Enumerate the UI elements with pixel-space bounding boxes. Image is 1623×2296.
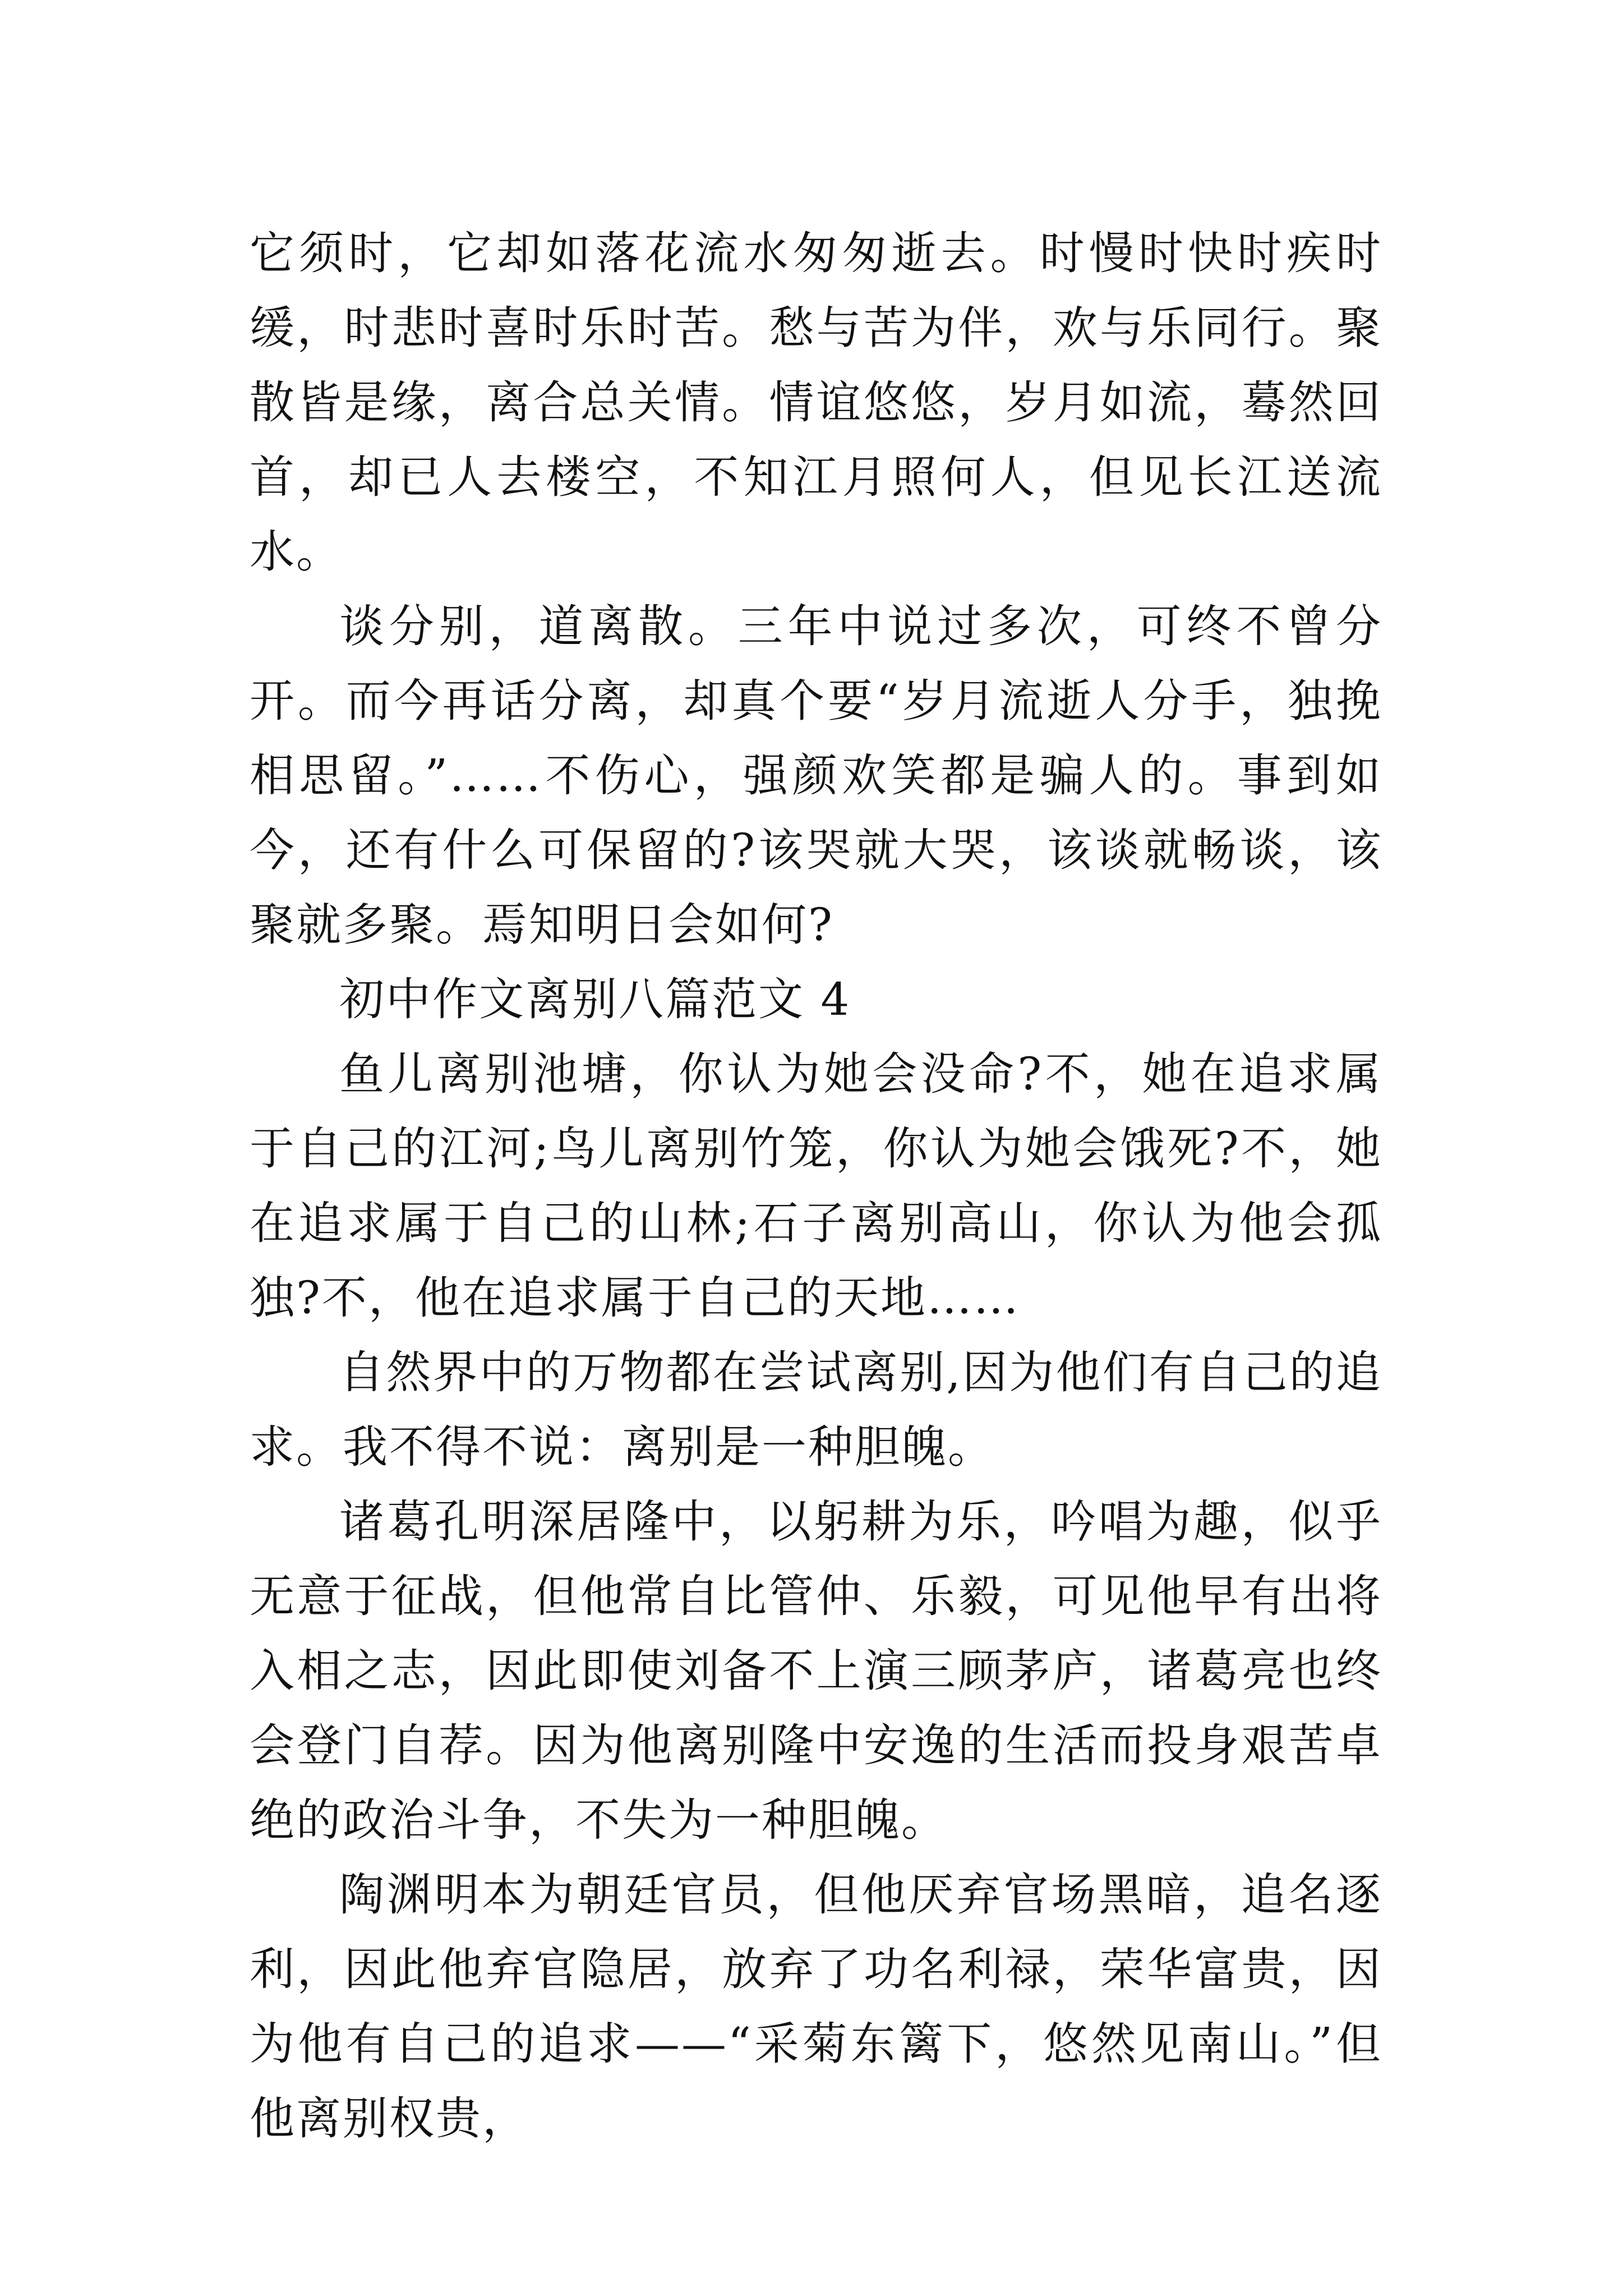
paragraph: 诸葛孔明深居隆中，以躬耕为乐，吟唱为趣，似乎无意于征战，但他常自比管仲、乐毅，可见他早有出将入相之志，因此即使刘备不上演三顾茅庐，诸葛亮也终会登门自荐。因为他离别隆中安逸的生活而投身艰苦卓绝的政治斗争，不失为一种胆魄。 [250,1496,1382,1846]
paragraph: 谈分别，道离散。三年中说过多次，可终不曾分开。而今再话分离，却真个要“岁月流逝人分手，独挽相思留。”……不伤心，强颜欢笑都是骗人的。事到如今，还有什么可保留的?该哭就大哭，该谈就畅谈，该聚就多聚。焉知明日会如何? [250,600,1382,951]
paragraph: 自然界中的万物都在尝试离别,因为他们有自己的追求。我不得不说：离别是一种胆魄。 [250,1346,1382,1473]
paragraph-continuation: 它须时，它却如落花流水匆匆逝去。时慢时快时疾时缓，时悲时喜时乐时苦。愁与苦为伴，欢与乐同行。聚散皆是缘，离合总关情。情谊悠悠，岁月如流，蓦然回首，却已人去楼空，不知江月照何人，但见长江送流水。 [250,227,1382,578]
document-body [250,216,1382,2156]
paragraph: 陶渊明本为朝廷官员，但他厌弃官场黑暗，追名逐利，因此他弃官隐居，放弃了功名利禄，荣华富贵，因为他有自己的追求——“采菊东篱下，悠然见南山。”但他离别权贵， [250,1869,1382,2145]
paragraph: 鱼儿离别池塘，你认为她会没命?不，她在追求属于自己的江河;鸟儿离别竹笼，你认为她会饿死?不，她在追求属于自己的山林;石子离别高山，你认为他会孤独?不，他在追求属于自己的天地…… [250,1048,1382,1324]
section-heading: 初中作文离别八篇范文 4 [339,973,851,1025]
